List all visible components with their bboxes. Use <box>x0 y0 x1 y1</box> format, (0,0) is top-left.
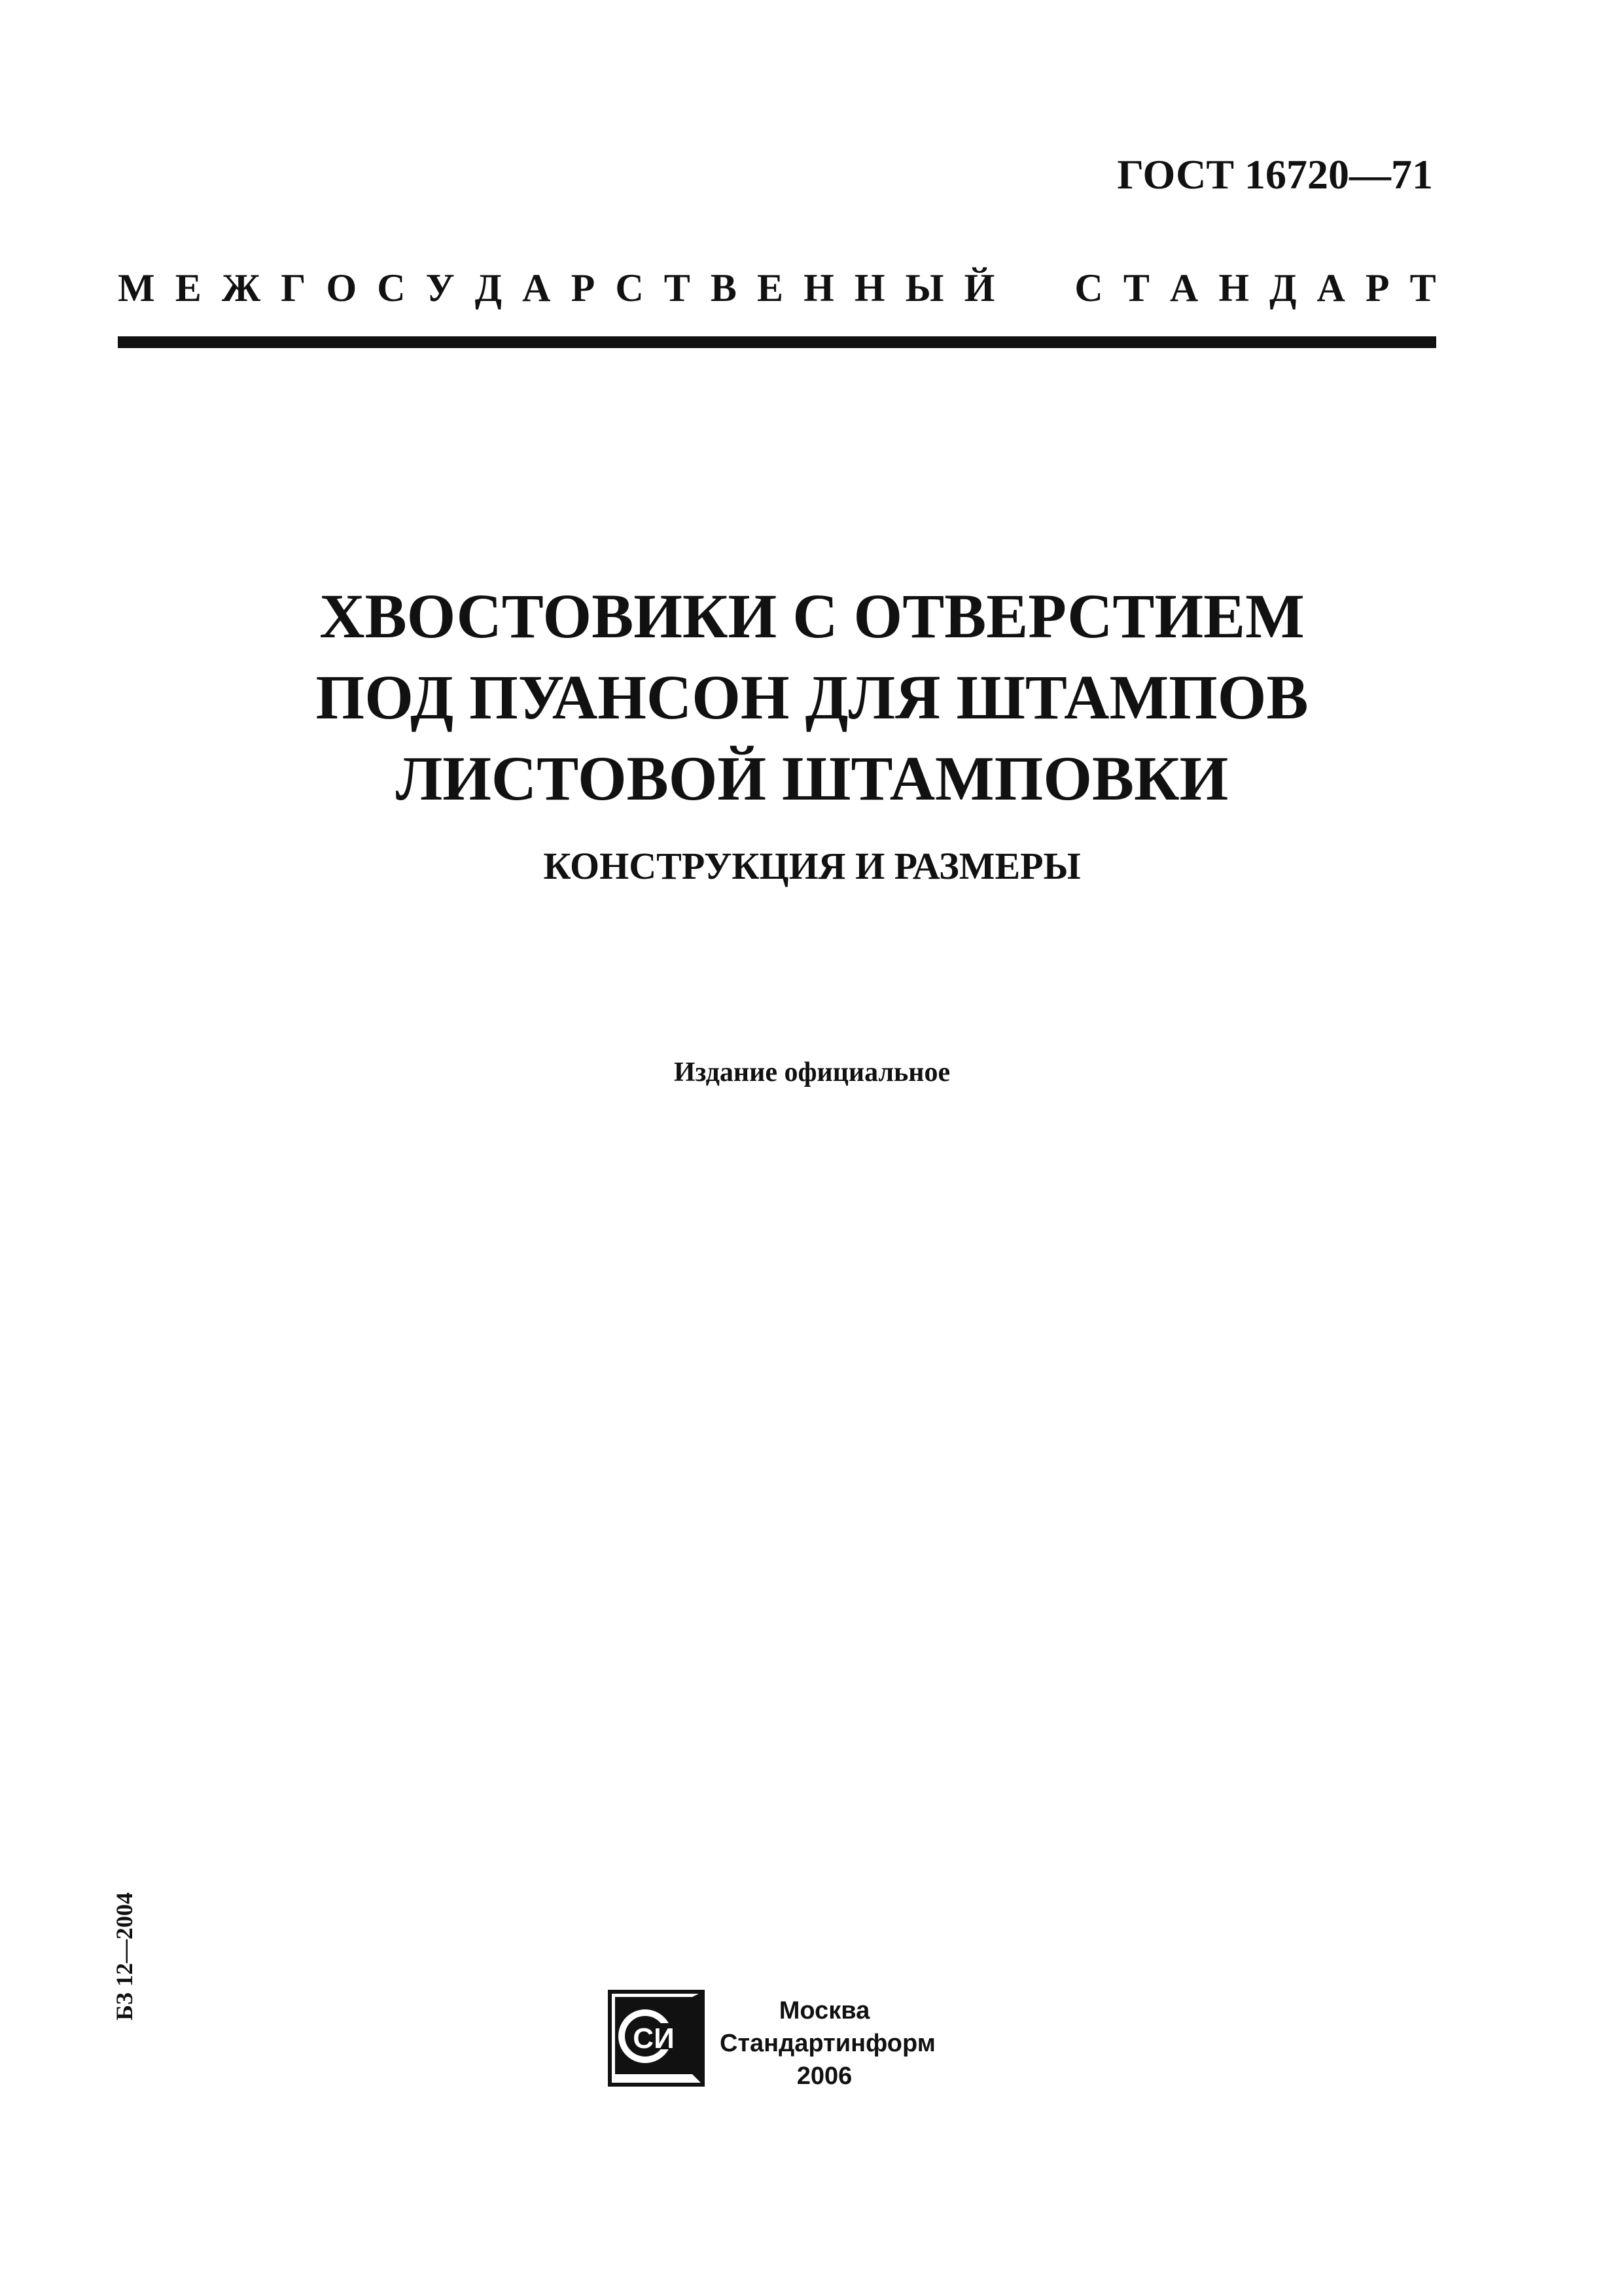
publisher-year: 2006 <box>796 2062 853 2090</box>
header-letter: С <box>1074 266 1103 309</box>
publisher-city: Москва <box>779 1997 870 2024</box>
header-letter: М <box>118 266 155 309</box>
title-line: ЛИСТОВОЙ ШТАМПОВКИ <box>395 743 1229 813</box>
title-line: ПОД ПУАНСОН ДЛЯ ШТАМПОВ <box>315 662 1309 732</box>
header-letter: Р <box>1365 266 1390 309</box>
header-letter: Д <box>474 266 503 309</box>
standartinform-logo-icon <box>607 1989 705 2087</box>
header-letter: С <box>377 266 406 309</box>
document-title <box>0 576 1624 819</box>
side-catalog-code-text: БЗ 12—2004 <box>111 1892 137 2021</box>
header-letter: Д <box>1269 266 1297 309</box>
header-letter: У <box>425 266 455 309</box>
publisher-block <box>720 1994 936 2093</box>
header-letter: Р <box>571 266 595 309</box>
header-letter: Т <box>1123 266 1150 309</box>
edition-note: Издание официальное <box>673 1057 951 1087</box>
header-letter: С <box>615 266 644 309</box>
interstate-standard-header <box>118 265 1436 311</box>
header-letter: А <box>1169 266 1199 309</box>
document-number: ГОСТ 16720—71 <box>1117 151 1433 198</box>
publisher-name: Стандартинформ <box>720 2030 936 2057</box>
header-letter: Н <box>803 266 834 309</box>
header-letter: А <box>1316 266 1345 309</box>
header-rule <box>118 336 1436 348</box>
header-letter: Й <box>964 266 995 309</box>
header-letter: Е <box>756 266 783 309</box>
header-letter: Н <box>854 266 885 309</box>
header-letter: В <box>710 266 737 309</box>
header-letter: А <box>522 266 551 309</box>
header-letter: Т <box>1409 266 1436 309</box>
title-line: ХВОСТОВИКИ С ОТВЕРСТИЕМ <box>319 581 1305 651</box>
header-letter: Ы <box>905 266 944 309</box>
logo-lettering: СИ <box>633 2022 675 2055</box>
header-letter: Е <box>175 266 202 309</box>
header-letter: О <box>326 266 357 309</box>
document-subtitle: КОНСТРУКЦИЯ И РАЗМЕРЫ <box>543 845 1081 887</box>
header-letter: Н <box>1218 266 1250 309</box>
header-letter: Г <box>281 266 306 309</box>
header-letter: Ж <box>221 266 261 309</box>
header-letter: Т <box>663 266 690 309</box>
